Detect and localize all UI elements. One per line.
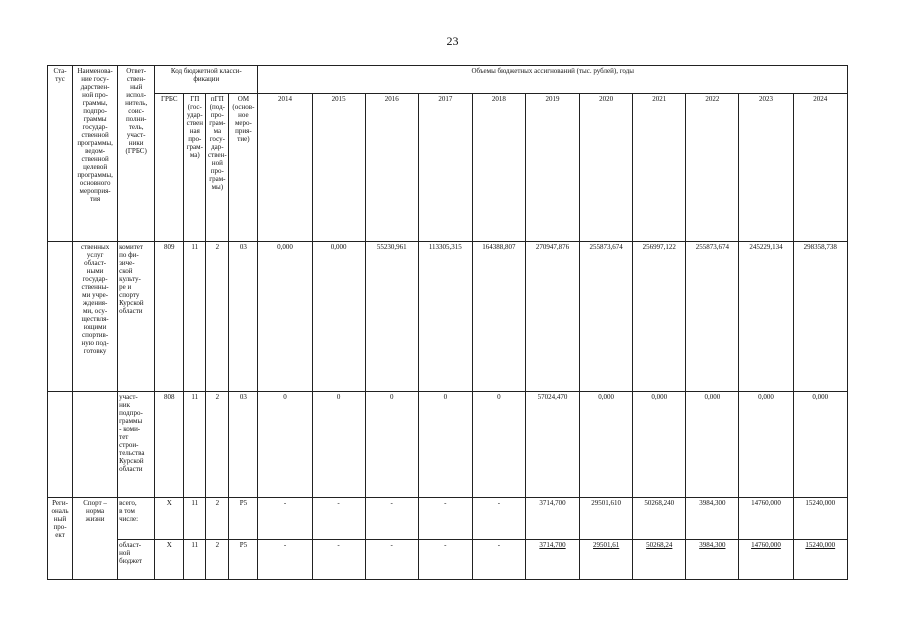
row-gp: 11 xyxy=(184,392,206,498)
header-program-name-text: Наименова- ние госу- дарствен- ной про- граммы, подпро- граммы государ- ственной программы, ведом- ственной целевой программы, основного мероприя- тия xyxy=(77,67,113,203)
row-name xyxy=(73,392,118,498)
header-year: 2019 xyxy=(525,94,579,242)
row-value: 256997,122 xyxy=(633,242,686,392)
row-value: 50268,24 xyxy=(633,540,686,580)
header-budget-group-text: Объемы бюджетных ассигнований (тыс. рублей), годы xyxy=(471,67,634,75)
header-year: 2023 xyxy=(739,94,793,242)
header-year: 2015 xyxy=(312,94,365,242)
header-executor-text: Ответ- ствен- ный испол- нитель, соис- полни- тель, участ- ники (ГРБС) xyxy=(125,67,148,155)
row-value: - xyxy=(312,498,365,540)
row-status xyxy=(48,498,73,580)
row-value: 164388,807 xyxy=(472,242,525,392)
row-pgp: 2 xyxy=(206,498,229,540)
header-year: 2020 xyxy=(580,94,633,242)
row-value: 255873,674 xyxy=(686,242,739,392)
row-executor-text: всего, в том числе: xyxy=(119,499,139,523)
header-year: 2017 xyxy=(418,94,472,242)
header-pgp-text: пГП (под- про- грам- ма госу- дар- ствен- ной про- грам- мы) xyxy=(208,95,227,191)
header-pgp xyxy=(206,94,229,242)
row-executor-text: област- ной бюджет xyxy=(119,541,143,565)
row-value: 50268,240 xyxy=(633,498,686,540)
row-value: 245229,134 xyxy=(739,242,793,392)
row-om: 03 xyxy=(229,392,258,498)
table-row xyxy=(48,498,848,540)
header-year: 2022 xyxy=(686,94,739,242)
row-value: 0,000 xyxy=(793,392,847,498)
row-value: 3984,300 xyxy=(686,540,739,580)
header-gp-text: ГП (гос- удар- ствен ная про- грам- ма) xyxy=(186,95,203,159)
row-value: - xyxy=(418,498,472,540)
row-value: - xyxy=(365,498,418,540)
row-value: 0 xyxy=(258,392,312,498)
row-value: 0,000 xyxy=(686,392,739,498)
table-row xyxy=(48,242,848,392)
row-value: 298358,738 xyxy=(793,242,847,392)
row-value: 0 xyxy=(312,392,365,498)
row-value: 57024,470 xyxy=(525,392,579,498)
header-om-text: ОМ (основ- ное меро- прия- тие) xyxy=(232,95,255,143)
row-value: 3984,300 xyxy=(686,498,739,540)
header-grbs xyxy=(155,94,184,242)
row-value: 113305,315 xyxy=(418,242,472,392)
row-value: 0 xyxy=(365,392,418,498)
row-value: - xyxy=(258,540,312,580)
budget-table xyxy=(47,65,848,580)
row-name-text: ственных услуг област- ными государ- ственны- ми учре- ждения- ми, осу- ществля- ющими спортив- ную под- готовку xyxy=(80,243,110,355)
row-value: 0 xyxy=(472,392,525,498)
header-year: 2016 xyxy=(365,94,418,242)
header-grbs-text: ГРБС xyxy=(160,95,178,103)
row-value: 0,000 xyxy=(312,242,365,392)
row-value: - xyxy=(312,540,365,580)
header-executor xyxy=(118,66,155,242)
table-row xyxy=(48,540,848,580)
row-gp: 11 xyxy=(184,498,206,540)
header-status-text: Ста- тус xyxy=(53,67,67,83)
row-value: 29501,610 xyxy=(580,498,633,540)
header-budget-group xyxy=(258,66,848,94)
row-value: 15240,000 xyxy=(793,540,847,580)
header-year: 2024 xyxy=(793,94,847,242)
table-row xyxy=(48,392,848,498)
row-value: 14760,000 xyxy=(739,498,793,540)
row-om: Р5 xyxy=(229,540,258,580)
row-gp: 11 xyxy=(184,540,206,580)
row-value: - xyxy=(258,498,312,540)
row-pgp: 2 xyxy=(206,242,229,392)
page-number: 23 xyxy=(446,34,459,48)
row-value: 55230,961 xyxy=(365,242,418,392)
row-value: 0,000 xyxy=(580,392,633,498)
row-value: 0,000 xyxy=(633,392,686,498)
row-executor xyxy=(118,242,155,392)
header-year: 2021 xyxy=(633,94,686,242)
row-executor xyxy=(118,392,155,498)
row-status xyxy=(48,392,73,498)
row-grbs: Х xyxy=(155,540,184,580)
row-name-text: Спорт – норма жизни xyxy=(83,499,107,523)
row-status-text: Реги- ональ ный про- ект xyxy=(51,499,69,539)
row-value: - xyxy=(472,498,525,540)
row-value: 0,000 xyxy=(258,242,312,392)
row-value: 14760,000 xyxy=(739,540,793,580)
row-value: 270947,876 xyxy=(525,242,579,392)
row-executor-text: участ- ник подпро- граммы - коми- тет строи- тельства Курской области xyxy=(119,393,145,473)
header-status xyxy=(48,66,73,242)
row-om: 03 xyxy=(229,242,258,392)
row-executor xyxy=(118,540,155,580)
row-name xyxy=(73,242,118,392)
row-name xyxy=(73,498,118,580)
header-year: 2018 xyxy=(472,94,525,242)
header-code-group xyxy=(155,66,258,94)
header-om xyxy=(229,94,258,242)
row-value: 0 xyxy=(418,392,472,498)
header-code-group-text: Код бюджетной класси- фикации xyxy=(170,67,242,83)
row-value: 29501,61 xyxy=(580,540,633,580)
row-value: - xyxy=(418,540,472,580)
row-value: 3714,700 xyxy=(525,540,579,580)
row-status xyxy=(48,242,73,392)
row-gp: 11 xyxy=(184,242,206,392)
row-value: 3714,700 xyxy=(525,498,579,540)
row-executor-text: комитет по фи- зиче- ской культу- ре и спорту Курской области xyxy=(119,243,144,315)
header-gp xyxy=(184,94,206,242)
header-year: 2014 xyxy=(258,94,312,242)
row-om: Р5 xyxy=(229,498,258,540)
row-value: 0,000 xyxy=(739,392,793,498)
row-value: 255873,674 xyxy=(580,242,633,392)
row-pgp: 2 xyxy=(206,392,229,498)
row-executor xyxy=(118,498,155,540)
row-pgp: 2 xyxy=(206,540,229,580)
row-value: 15240,000 xyxy=(793,498,847,540)
row-grbs: 809 xyxy=(155,242,184,392)
row-value: - xyxy=(365,540,418,580)
header-program-name xyxy=(73,66,118,242)
row-grbs: Х xyxy=(155,498,184,540)
row-grbs: 808 xyxy=(155,392,184,498)
row-value: - xyxy=(472,540,525,580)
